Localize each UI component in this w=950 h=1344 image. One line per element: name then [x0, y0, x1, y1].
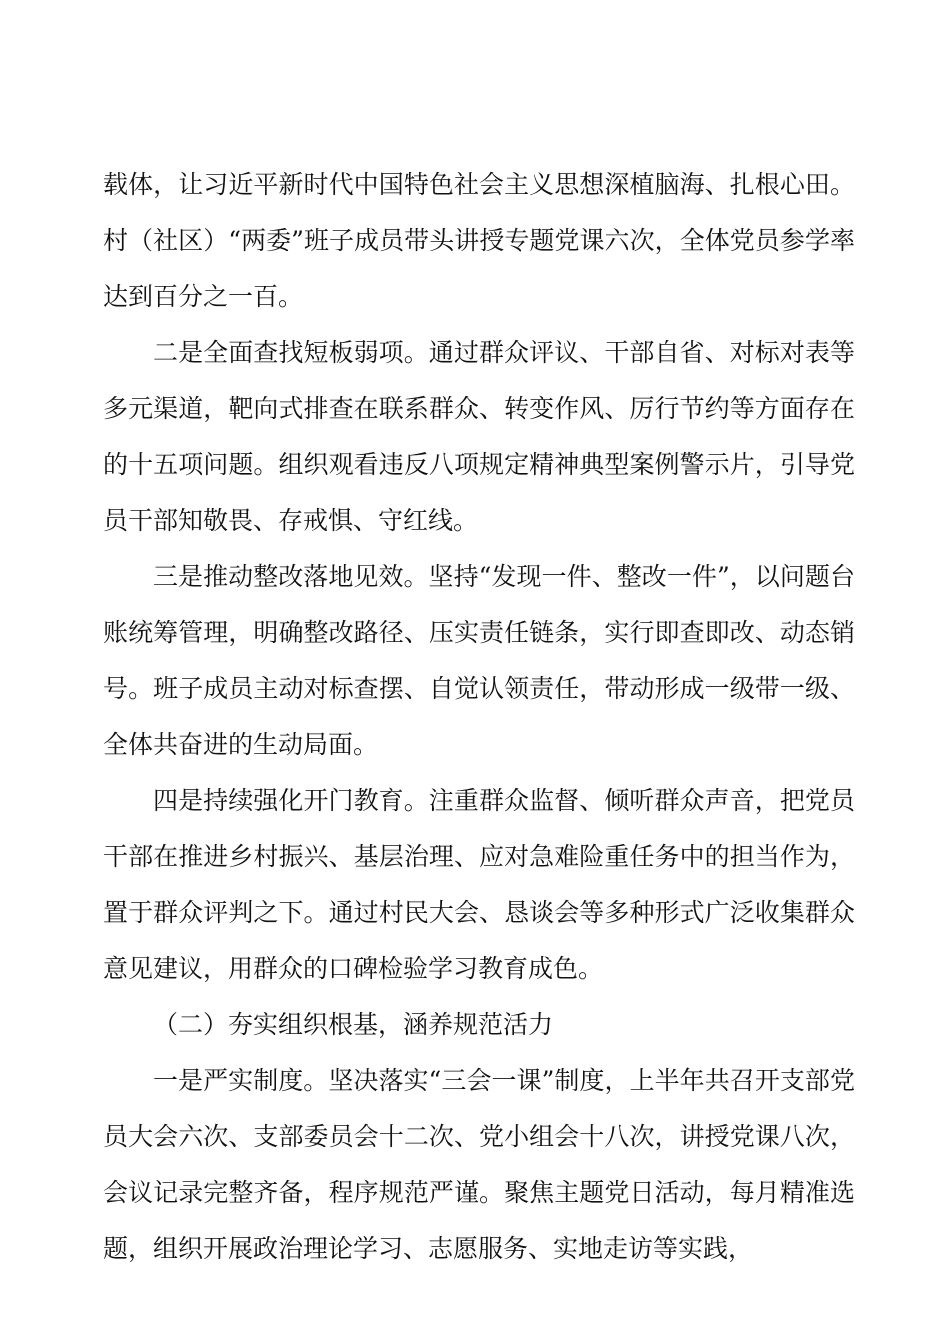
paragraph-item-four: 四是持续强化开门教育。注重群众监督、倾听群众声音，把党员干部在推进乡村振兴、基层治理、应对急难险重任务中的担当作为，置于群众评判之下。通过村民大会、恳谈会等多种形式广泛收集群众意见建议，用群众的口碑检验学习教育成色。 — [103, 786, 855, 983]
document-body — [103, 157, 855, 1277]
section-heading: （二）夯实组织根基，涵养规范活力 — [153, 1010, 554, 1039]
paragraph-item-two: 二是全面查找短板弱项。通过群众评议、干部自省、对标对表等多元渠道，靶向式排查在联系群众、转变作风、厉行节约等方面存在的十五项问题。组织观看违反八项规定精神典型案例警示片，引导党员干部知敬畏、存戒惧、守红线。 — [103, 338, 855, 535]
paragraph-item-one: 一是严实制度。坚决落实“三会一课”制度，上半年共召开支部党员大会六次、支部委员会十二次、党小组会十八次，讲授党课八次，会议记录完整齐备，程序规范严谨。聚焦主题党日活动，每月精准选题，组织开展政治理论学习、志愿服务、实地走访等实践， — [103, 1066, 855, 1263]
paragraph-item-three: 三是推动整改落地见效。坚持“发现一件、整改一件”，以问题台账统筹管理，明确整改路径、压实责任链条，实行即查即改、动态销号。班子成员主动对标查摆、自觉认领责任，带动形成一级带一级、全体共奋进的生动局面。 — [103, 562, 855, 759]
paragraph-continuation: 载体，让习近平新时代中国特色社会主义思想深植脑海、扎根心田。村（社区）“两委”班子成员带头讲授专题党课六次，全体党员参学率达到百分之一百。 — [103, 170, 855, 311]
